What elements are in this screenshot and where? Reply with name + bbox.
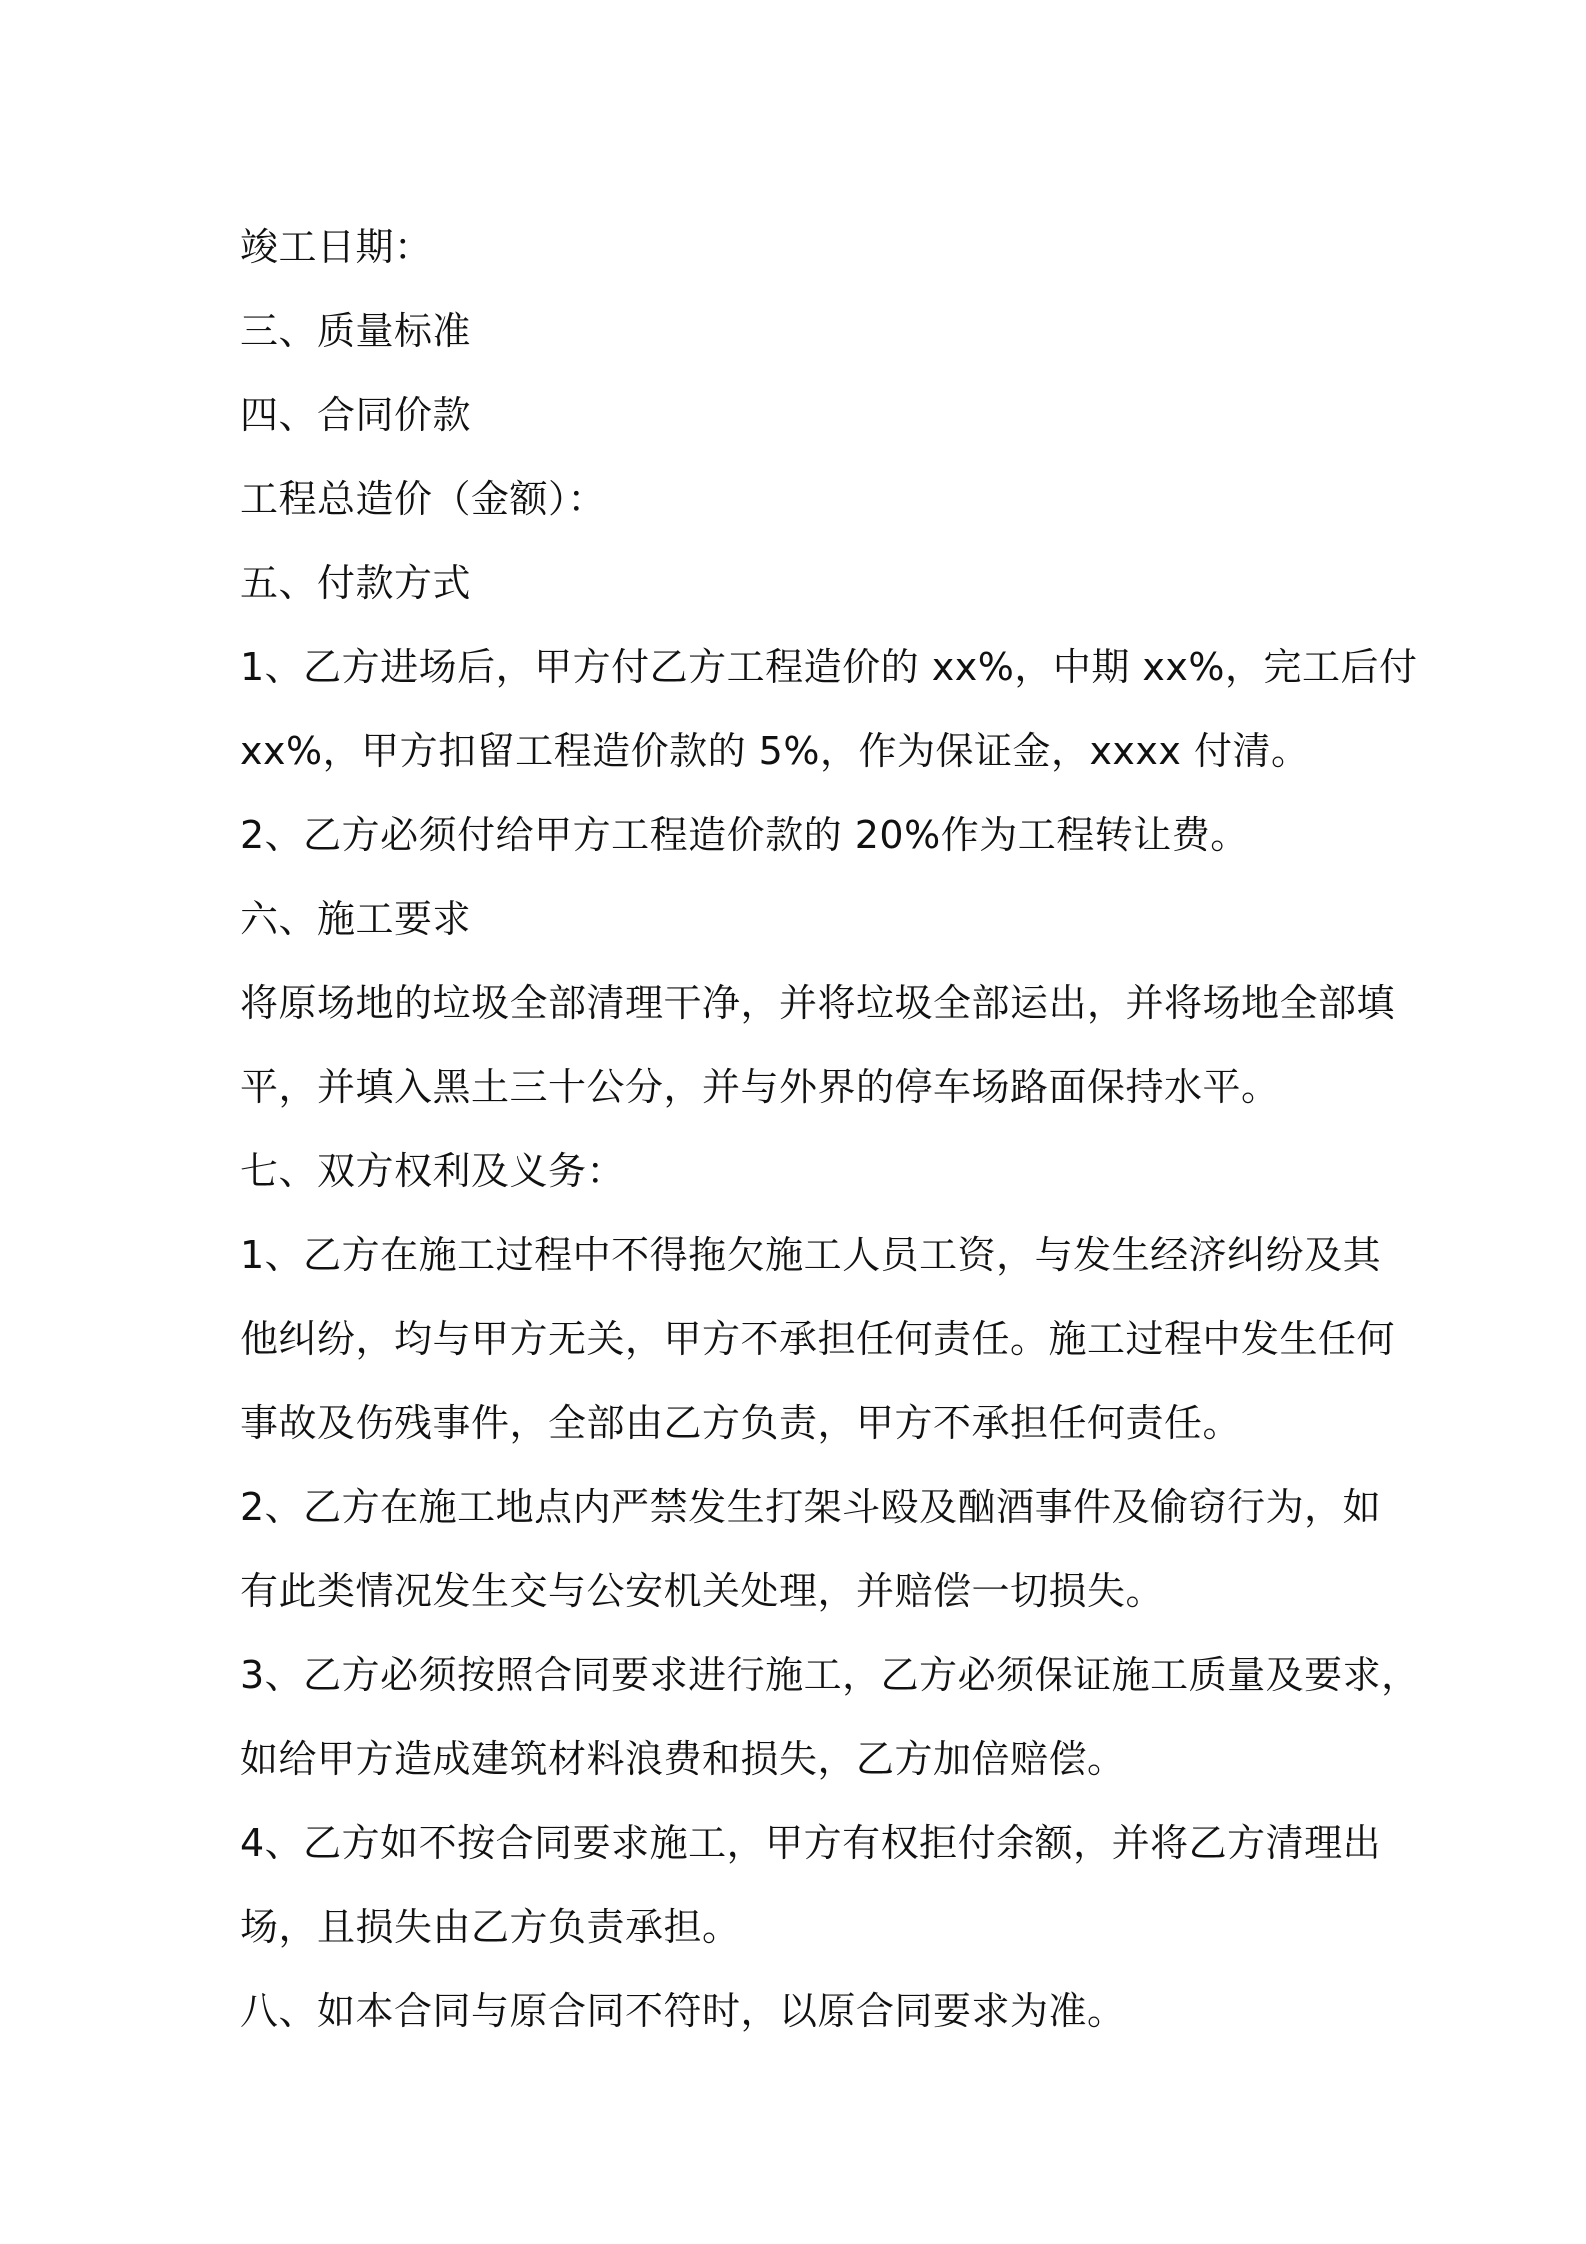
total-cost-line: 工程总造价（金额）： (240, 477, 607, 521)
payment-clause-1-line-1: 1、乙方进场后，甲方付乙方工程造价的 xx%，中期 xx%，完工后付 (240, 645, 1418, 689)
obligation-2-line-2: 有此类情况发生交与公安机关处理，并赔偿一切损失。 (240, 1569, 1165, 1613)
construction-requirement-line-1: 将原场地的垃圾全部清理干净，并将垃圾全部运出，并将场地全部填 (240, 981, 1396, 1025)
obligation-4-line-2: 场，且损失由乙方负责承担。 (240, 1905, 741, 1949)
section-heading-rights-obligations: 七、双方权利及义务： (240, 1149, 626, 1193)
obligation-1-line-2: 他纠纷，均与甲方无关，甲方不承担任何责任。施工过程中发生任何 (240, 1317, 1396, 1361)
obligation-3-line-1: 3、乙方必须按照合同要求进行施工，乙方必须保证施工质量及要求， (240, 1653, 1420, 1697)
obligation-4-line-1: 4、乙方如不按合同要求施工，甲方有权拒付余额，并将乙方清理出 (240, 1821, 1382, 1865)
section-heading-payment-method: 五、付款方式 (240, 561, 472, 605)
section-heading-quality-standard: 三、质量标准 (240, 309, 472, 353)
section-heading-contract-price: 四、合同价款 (240, 393, 472, 437)
document-body (240, 205, 1420, 2053)
obligation-3-line-2: 如给甲方造成建筑材料浪费和损失，乙方加倍赔偿。 (240, 1737, 1126, 1781)
obligation-1-line-3: 事故及伤残事件，全部由乙方负责，甲方不承担任何责任。 (240, 1401, 1242, 1445)
payment-clause-1-line-2: xx%，甲方扣留工程造价款的 5%，作为保证金，xxxx 付清。 (240, 729, 1310, 773)
payment-clause-2: 2、乙方必须付给甲方工程造价款的 20%作为工程转让费。 (240, 813, 1249, 857)
section-heading-contract-precedence: 八、如本合同与原合同不符时，以原合同要求为准。 (240, 1989, 1126, 2033)
obligation-1-line-1: 1、乙方在施工过程中不得拖欠施工人员工资，与发生经济纠纷及其 (240, 1233, 1382, 1277)
construction-requirement-line-2: 平，并填入黑土三十公分，并与外界的停车场路面保持水平。 (240, 1065, 1280, 1109)
obligation-2-line-1: 2、乙方在施工地点内严禁发生打架斗殴及酗酒事件及偷窃行为，如 (240, 1485, 1382, 1529)
section-heading-construction-requirements: 六、施工要求 (240, 897, 472, 941)
completion-date-line: 竣工日期： (240, 225, 433, 269)
